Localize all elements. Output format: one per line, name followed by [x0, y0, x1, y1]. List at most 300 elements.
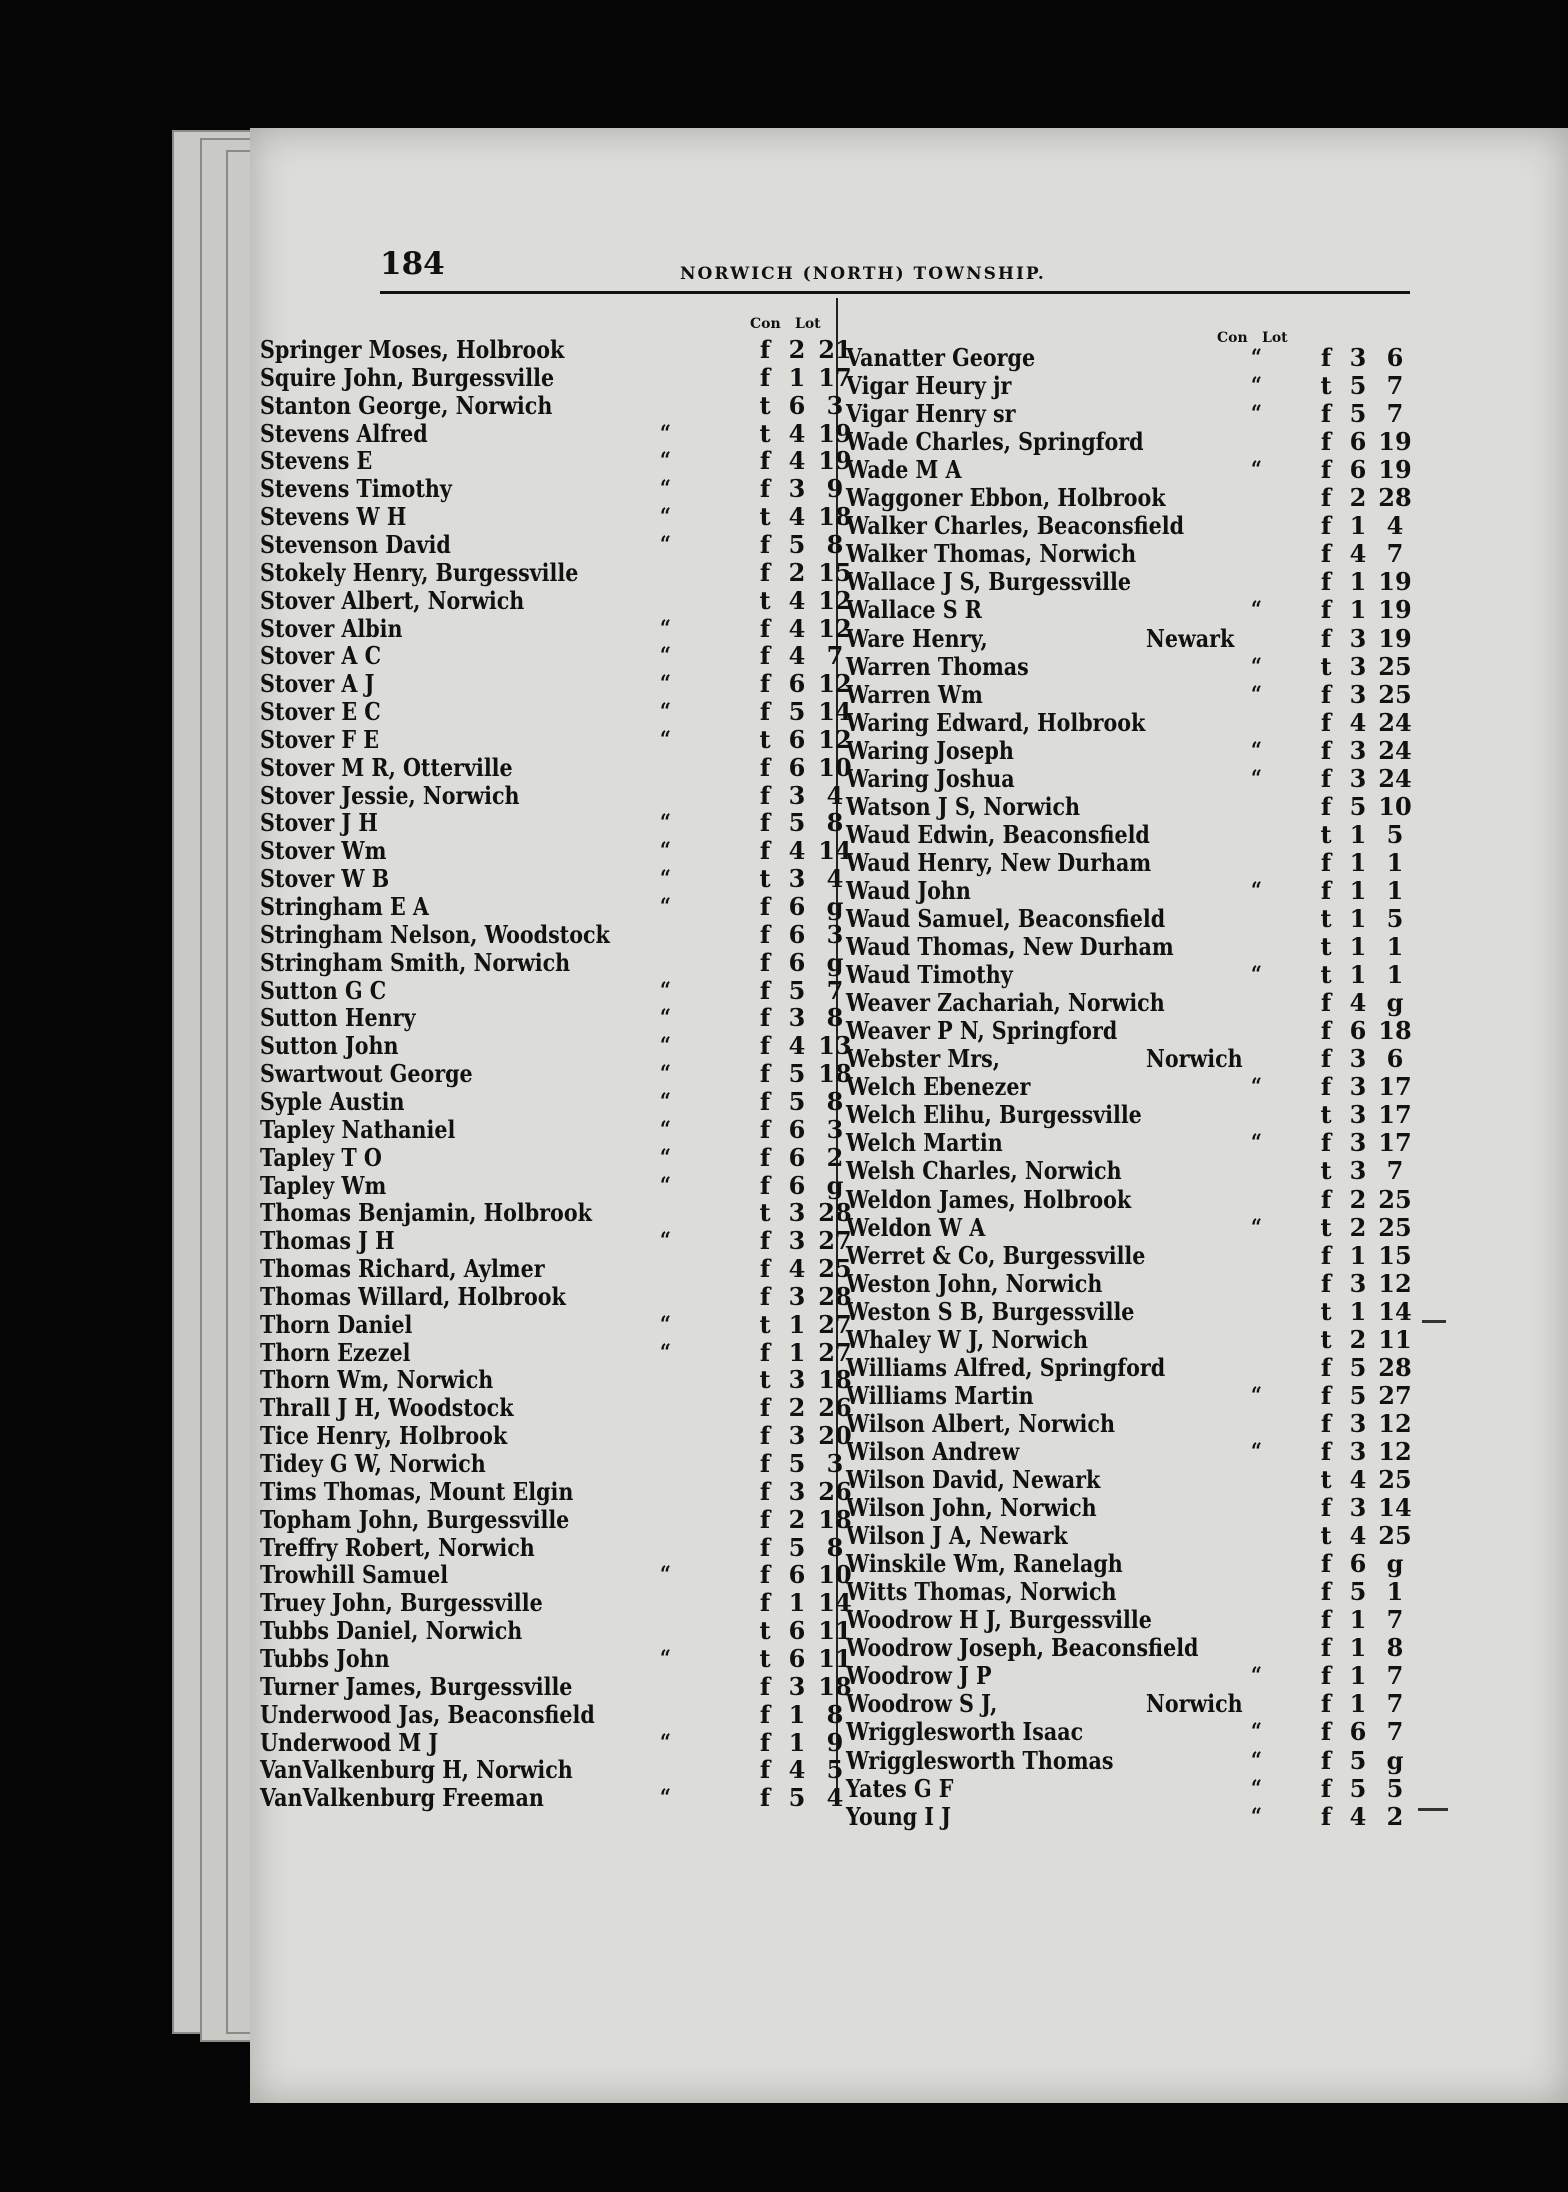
- entry-lot: 26: [818, 1393, 852, 1423]
- entry-town: “: [1251, 1074, 1262, 1101]
- margin-mark: [1418, 1808, 1448, 1811]
- entry-lot: 8: [826, 1699, 844, 1729]
- entry-concession: 3: [1349, 623, 1367, 653]
- entry-lot: 24: [1378, 707, 1412, 737]
- entry-tenure: f: [759, 947, 771, 977]
- entry-concession: 6: [788, 1616, 806, 1646]
- entry-lot: 6: [1386, 343, 1404, 372]
- entry-concession: 4: [788, 613, 806, 643]
- entry-lot: 5: [1386, 819, 1404, 849]
- entry-town: “: [660, 1061, 671, 1088]
- entry-tenure: f: [1320, 1072, 1332, 1102]
- entry-lot: 5: [1386, 904, 1404, 933]
- directory-entry: [260, 1588, 852, 1618]
- right-lot-header: Lot: [1262, 330, 1288, 346]
- entry-lot: 19: [818, 446, 852, 476]
- entry-lot: 18: [1378, 1016, 1412, 1046]
- directory-entry: [260, 752, 852, 782]
- entry-concession: 5: [1349, 1577, 1367, 1607]
- entry-tenure: f: [1320, 343, 1332, 372]
- directory-entry: [260, 1643, 852, 1673]
- entry-tenure: t: [1320, 1212, 1332, 1242]
- entry-lot: 7: [826, 641, 844, 671]
- entry-town: “: [660, 1311, 671, 1338]
- directory-entry: [260, 947, 844, 977]
- directory-entry: [846, 877, 1416, 905]
- entry-town: “: [1251, 1803, 1262, 1830]
- entry-lot: 2: [1386, 1801, 1404, 1831]
- entry-lot: 11: [818, 1643, 852, 1673]
- entry-lot: 4: [826, 780, 844, 810]
- entry-name: Thomas Willard, Holbrook: [260, 1281, 566, 1311]
- entry-name: Stover M R, Otterville: [260, 752, 513, 782]
- entry-tenure: t: [759, 1616, 771, 1646]
- entry-tenure: f: [1320, 1380, 1332, 1410]
- directory-entry: [846, 512, 1416, 540]
- entry-tenure: f: [759, 474, 771, 504]
- entry-concession: 3: [1349, 679, 1367, 709]
- entry-concession: 5: [788, 975, 806, 1005]
- entry-name: Wade M A: [846, 455, 962, 485]
- entry-tenure: f: [1320, 511, 1332, 541]
- entry-town: “: [660, 1228, 671, 1255]
- entry-concession: 3: [788, 1003, 806, 1033]
- entry-name: Walker Thomas, Norwich: [846, 539, 1137, 569]
- entry-tenure: f: [759, 1783, 771, 1813]
- entry-concession: 6: [788, 1142, 806, 1172]
- directory-entry: [260, 585, 852, 615]
- entry-town: “: [1251, 653, 1262, 680]
- entry-concession: 1: [1349, 847, 1367, 877]
- entry-tenure: f: [1320, 791, 1332, 821]
- entry-tenure: f: [1320, 1352, 1332, 1382]
- directory-entry: [260, 418, 852, 448]
- entry-concession: 4: [1349, 1465, 1367, 1494]
- entry-lot: g: [1386, 988, 1404, 1018]
- directory-entry: [260, 1281, 852, 1311]
- entry-concession: 3: [788, 864, 806, 894]
- entry-town: “: [660, 866, 671, 893]
- entry-tenure: f: [1320, 427, 1332, 457]
- directory-entry: [846, 737, 1416, 765]
- entry-town: “: [660, 838, 671, 865]
- directory-entry: [260, 1504, 852, 1534]
- entry-lot: 1: [1386, 960, 1404, 990]
- entry-name: Underwood Jas, Beaconsfield: [260, 1699, 595, 1729]
- entry-concession: 1: [1349, 932, 1367, 962]
- entry-town: “: [660, 1144, 671, 1171]
- entry-lot: 5: [1386, 1773, 1404, 1803]
- directory-entry: [846, 372, 1416, 400]
- entry-name: Waud John: [846, 875, 971, 905]
- directory-entry: [846, 849, 1416, 877]
- entry-concession: 1: [1349, 960, 1367, 990]
- entry-lot: 8: [826, 1086, 844, 1116]
- entry-tenure: t: [759, 1198, 771, 1228]
- entry-lot: 14: [1378, 1296, 1412, 1326]
- directory-entry: [260, 613, 852, 643]
- entry-lot: 4: [826, 1783, 844, 1813]
- entry-concession: 3: [1349, 763, 1367, 793]
- entry-name: Stevens Alfred: [260, 418, 428, 448]
- entry-tenure: t: [1320, 1156, 1332, 1186]
- entry-lot: 26: [818, 1476, 852, 1506]
- directory-entry: [260, 1560, 852, 1590]
- entry-concession: 4: [788, 1755, 806, 1785]
- entry-lot: 8: [826, 529, 844, 559]
- entry-tenure: f: [759, 1170, 771, 1200]
- entry-town: “: [660, 1033, 671, 1060]
- directory-entry: [846, 1186, 1416, 1214]
- entry-town: Newark: [1146, 623, 1235, 653]
- entry-lot: 25: [1378, 1521, 1412, 1551]
- directory-entry: [260, 1393, 852, 1423]
- directory-entry: [260, 362, 852, 392]
- directory-entry: [846, 625, 1416, 653]
- directory-entry: [260, 1198, 852, 1228]
- directory-entry: [260, 1059, 852, 1089]
- entry-name: Stover Wm: [260, 836, 387, 866]
- directory-entry: [260, 1031, 852, 1061]
- entry-tenure: f: [1320, 1240, 1332, 1270]
- entry-concession: 1: [788, 1337, 806, 1367]
- entry-tenure: f: [1320, 1689, 1332, 1719]
- entry-name: Welch Martin: [846, 1128, 1003, 1158]
- directory-entry: [260, 1086, 844, 1116]
- directory-entry: [846, 1690, 1416, 1718]
- entry-tenure: f: [1320, 1493, 1332, 1523]
- entry-concession: 6: [788, 390, 806, 420]
- entry-tenure: f: [759, 1142, 771, 1172]
- entry-concession: 5: [788, 697, 806, 727]
- entry-lot: 25: [1378, 1465, 1412, 1494]
- entry-name: Waring Joshua: [846, 763, 1015, 793]
- entry-lot: 7: [1386, 1661, 1404, 1691]
- entry-name: Wilson Albert, Norwich: [846, 1408, 1115, 1438]
- entry-name: Watson J S, Norwich: [846, 791, 1081, 821]
- entry-tenure: f: [759, 836, 771, 866]
- entry-name: Stover Albert, Norwich: [260, 585, 525, 615]
- entry-tenure: f: [759, 1114, 771, 1144]
- entry-name: Waud Thomas, New Durham: [846, 932, 1174, 962]
- entry-concession: 4: [788, 418, 806, 448]
- directory-entry: [260, 669, 852, 699]
- entry-lot: 9: [826, 474, 844, 504]
- entry-lot: 19: [1378, 595, 1412, 625]
- entry-name: Treffry Robert, Norwich: [260, 1532, 535, 1562]
- entry-concession: 6: [788, 947, 806, 977]
- entry-lot: 12: [818, 724, 852, 754]
- entry-town: “: [660, 1729, 671, 1756]
- directory-entry: [846, 568, 1416, 596]
- entry-lot: 12: [1378, 1436, 1412, 1466]
- entry-concession: 3: [788, 1365, 806, 1395]
- entry-name: Thorn Wm, Norwich: [260, 1365, 494, 1395]
- entry-concession: 1: [788, 1727, 806, 1757]
- directory-entry: [260, 1254, 852, 1284]
- entry-tenure: f: [1320, 875, 1332, 905]
- entry-tenure: f: [1320, 1016, 1332, 1046]
- entry-lot: 19: [818, 418, 852, 448]
- entry-tenure: f: [1320, 1661, 1332, 1691]
- directory-entry: [846, 1522, 1416, 1550]
- entry-tenure: f: [759, 752, 771, 782]
- entry-concession: 5: [788, 1783, 806, 1813]
- entry-town: “: [1251, 1130, 1262, 1157]
- entry-town: “: [660, 1562, 671, 1589]
- entry-town: “: [660, 699, 671, 726]
- entry-name: Stringham Smith, Norwich: [260, 947, 571, 977]
- entry-lot: 1: [1386, 1577, 1404, 1607]
- directory-entry: [260, 529, 844, 559]
- entry-name: Warren Thomas: [846, 651, 1029, 681]
- entry-tenure: f: [759, 697, 771, 727]
- entry-concession: 6: [788, 752, 806, 782]
- directory-entry: [846, 1718, 1416, 1746]
- entry-concession: 2: [788, 1504, 806, 1534]
- entry-tenure: f: [1320, 735, 1332, 765]
- entry-lot: g: [826, 947, 844, 977]
- directory-entry: [846, 1045, 1416, 1073]
- entry-concession: 6: [788, 1643, 806, 1673]
- directory-entry: [846, 1606, 1416, 1634]
- entry-name: Sutton G C: [260, 975, 387, 1005]
- entry-town: “: [1251, 345, 1262, 371]
- entry-concession: 1: [788, 1588, 806, 1618]
- entry-concession: 3: [1349, 1493, 1367, 1523]
- directory-entry: [846, 765, 1416, 793]
- entry-town: “: [660, 1645, 671, 1672]
- entry-concession: 2: [788, 1393, 806, 1423]
- entry-tenure: f: [759, 1059, 771, 1089]
- entry-lot: 15: [818, 557, 852, 587]
- entry-tenure: f: [1320, 679, 1332, 709]
- directory-entry: [260, 446, 852, 476]
- entry-name: Waring Edward, Holbrook: [846, 707, 1146, 737]
- directory-entry: [846, 1747, 1416, 1775]
- directory-entry: [260, 1003, 844, 1033]
- entry-town: “: [660, 476, 671, 503]
- entry-tenure: f: [759, 808, 771, 838]
- entry-tenure: t: [759, 724, 771, 754]
- entry-concession: 5: [1349, 791, 1367, 821]
- entry-tenure: t: [1320, 371, 1332, 401]
- entry-lot: 21: [818, 335, 852, 364]
- entry-name: Wilson J A, Newark: [846, 1521, 1068, 1551]
- entry-name: Stringham E A: [260, 892, 429, 921]
- entry-name: VanValkenburg Freeman: [260, 1783, 544, 1813]
- entry-name: VanValkenburg H, Norwich: [260, 1755, 573, 1785]
- directory-entry: [846, 1129, 1416, 1157]
- directory-entry: [846, 1270, 1416, 1298]
- entry-town: “: [660, 448, 671, 475]
- entry-name: Weldon James, Holbrook: [846, 1184, 1132, 1214]
- entry-name: Waring Joseph: [846, 735, 1014, 765]
- directory-entry: [260, 1616, 852, 1646]
- entry-lot: 2: [826, 1142, 844, 1172]
- entry-concession: 6: [1349, 427, 1367, 457]
- directory-entry: [260, 641, 844, 671]
- entry-tenure: f: [759, 362, 771, 392]
- entry-name: Stover J H: [260, 808, 378, 838]
- entry-concession: 2: [1349, 1324, 1367, 1354]
- entry-town: “: [660, 615, 671, 642]
- directory-entry: [846, 1101, 1416, 1129]
- directory-entry: [260, 557, 852, 587]
- entry-name: Wilson David, Newark: [846, 1465, 1101, 1494]
- entry-lot: 7: [1386, 371, 1404, 401]
- entry-name: Williams Alfred, Springford: [846, 1352, 1166, 1382]
- entry-name: Sutton John: [260, 1031, 399, 1061]
- entry-tenure: t: [1320, 1465, 1332, 1494]
- entry-name: Vanatter George: [846, 343, 1036, 372]
- entry-name: Tubbs Daniel, Norwich: [260, 1616, 523, 1646]
- directory-entry: [846, 989, 1416, 1017]
- entry-concession: 3: [788, 474, 806, 504]
- entry-name: Welch Ebenezer: [846, 1072, 1031, 1102]
- entry-tenure: f: [759, 1449, 771, 1478]
- entry-lot: 24: [1378, 735, 1412, 765]
- entry-town: “: [1251, 457, 1262, 484]
- entry-lot: 1: [1386, 932, 1404, 962]
- entry-name: Weaver Zachariah, Norwich: [846, 988, 1165, 1018]
- entry-tenure: f: [759, 1727, 771, 1757]
- entry-tenure: f: [759, 1476, 771, 1506]
- directory-entry: [260, 892, 844, 921]
- directory-entry: [260, 390, 844, 420]
- entry-name: Woodrow H J, Burgessville: [846, 1605, 1152, 1635]
- entry-tenure: f: [759, 529, 771, 559]
- entry-name: Thorn Ezezel: [260, 1337, 411, 1367]
- directory-entry: [846, 1578, 1416, 1606]
- directory-entry: [846, 1662, 1416, 1690]
- entry-tenure: f: [1320, 1268, 1332, 1298]
- entry-name: Stover Jessie, Norwich: [260, 780, 520, 810]
- entry-concession: 5: [788, 808, 806, 838]
- entry-town: “: [660, 531, 671, 558]
- directory-entry: [846, 1466, 1416, 1494]
- entry-name: Winskile Wm, Ranelagh: [846, 1549, 1123, 1579]
- entry-name: Trowhill Samuel: [260, 1560, 449, 1590]
- entry-tenure: t: [759, 1643, 771, 1673]
- entry-town: Norwich: [1146, 1044, 1243, 1074]
- entry-concession: 3: [1349, 1128, 1367, 1158]
- header-rule: [380, 291, 1410, 294]
- entry-name: Tidey G W, Norwich: [260, 1449, 486, 1478]
- entry-concession: 3: [788, 1421, 806, 1451]
- directory-entry: [846, 1410, 1416, 1438]
- page-number: 184: [380, 246, 445, 282]
- entry-tenure: f: [1320, 455, 1332, 485]
- entry-tenure: t: [759, 864, 771, 894]
- entry-concession: 5: [788, 1449, 806, 1478]
- entry-town: “: [1251, 877, 1262, 904]
- directory-entry: [846, 653, 1416, 681]
- directory-page: [250, 128, 1568, 2103]
- entry-tenure: f: [1320, 763, 1332, 793]
- entry-concession: 4: [1349, 988, 1367, 1018]
- entry-concession: 1: [1349, 1661, 1367, 1691]
- directory-entry: [260, 697, 852, 727]
- entry-lot: 3: [826, 390, 844, 420]
- entry-lot: 25: [1378, 679, 1412, 709]
- entry-name: Thorn Daniel: [260, 1309, 413, 1339]
- entry-lot: 18: [818, 1504, 852, 1534]
- entry-town: Norwich: [1146, 1689, 1243, 1719]
- entry-town: “: [660, 643, 671, 670]
- entry-lot: 12: [818, 613, 852, 643]
- directory-entry: [846, 961, 1416, 989]
- directory-entry: [846, 1242, 1416, 1270]
- entry-lot: 8: [1386, 1633, 1404, 1663]
- entry-concession: 6: [788, 1170, 806, 1200]
- entry-name: Stokely Henry, Burgessville: [260, 557, 579, 587]
- entry-tenure: f: [1320, 707, 1332, 737]
- entry-concession: 3: [788, 1226, 806, 1256]
- entry-town: “: [1251, 1214, 1262, 1241]
- entry-name: Sutton Henry: [260, 1003, 416, 1033]
- entry-tenure: t: [759, 502, 771, 532]
- entry-tenure: f: [759, 1393, 771, 1423]
- entry-lot: 1: [1386, 847, 1404, 877]
- entry-lot: 18: [818, 502, 852, 532]
- entry-lot: 17: [1378, 1072, 1412, 1102]
- entry-lot: 6: [1386, 1044, 1404, 1074]
- entry-lot: 24: [1378, 763, 1412, 793]
- entry-tenure: f: [759, 892, 771, 921]
- entry-lot: 27: [818, 1309, 852, 1339]
- left-con-header: Con: [750, 316, 781, 332]
- entry-lot: 12: [818, 669, 852, 699]
- entry-tenure: f: [759, 1226, 771, 1256]
- entry-lot: 28: [1378, 1352, 1412, 1382]
- entry-name: Vigar Henry sr: [846, 399, 1016, 429]
- entry-tenure: f: [759, 335, 771, 364]
- entry-tenure: f: [759, 1532, 771, 1562]
- entry-concession: 1: [1349, 1633, 1367, 1663]
- entry-lot: 17: [1378, 1128, 1412, 1158]
- entry-concession: 4: [788, 1031, 806, 1061]
- entry-name: Wrigglesworth Thomas: [846, 1745, 1114, 1775]
- entry-concession: 3: [788, 1671, 806, 1701]
- entry-lot: 25: [1378, 1212, 1412, 1242]
- entry-concession: 3: [1349, 1408, 1367, 1438]
- entry-tenure: f: [759, 446, 771, 476]
- entry-concession: 3: [1349, 343, 1367, 372]
- entry-lot: 27: [1378, 1380, 1412, 1410]
- directory-entry: [846, 933, 1416, 961]
- directory-entry: [260, 1421, 852, 1451]
- entry-lot: 4: [826, 864, 844, 894]
- entry-tenure: f: [759, 613, 771, 643]
- entry-concession: 4: [788, 641, 806, 671]
- entry-concession: 1: [788, 1309, 806, 1339]
- entry-town: “: [660, 1088, 671, 1115]
- entry-tenure: f: [759, 641, 771, 671]
- directory-entry: [260, 808, 844, 838]
- entry-concession: 2: [788, 557, 806, 587]
- entry-lot: 8: [826, 808, 844, 838]
- entry-concession: 1: [788, 1699, 806, 1729]
- directory-entry: [260, 1699, 844, 1729]
- directory-entry: [846, 540, 1416, 568]
- entry-name: Ware Henry,: [846, 623, 988, 653]
- entry-tenure: f: [1320, 1436, 1332, 1466]
- entry-tenure: t: [1320, 1100, 1332, 1130]
- entry-concession: 2: [1349, 483, 1367, 513]
- entry-name: Stover E C: [260, 697, 381, 727]
- entry-town: “: [1251, 597, 1262, 624]
